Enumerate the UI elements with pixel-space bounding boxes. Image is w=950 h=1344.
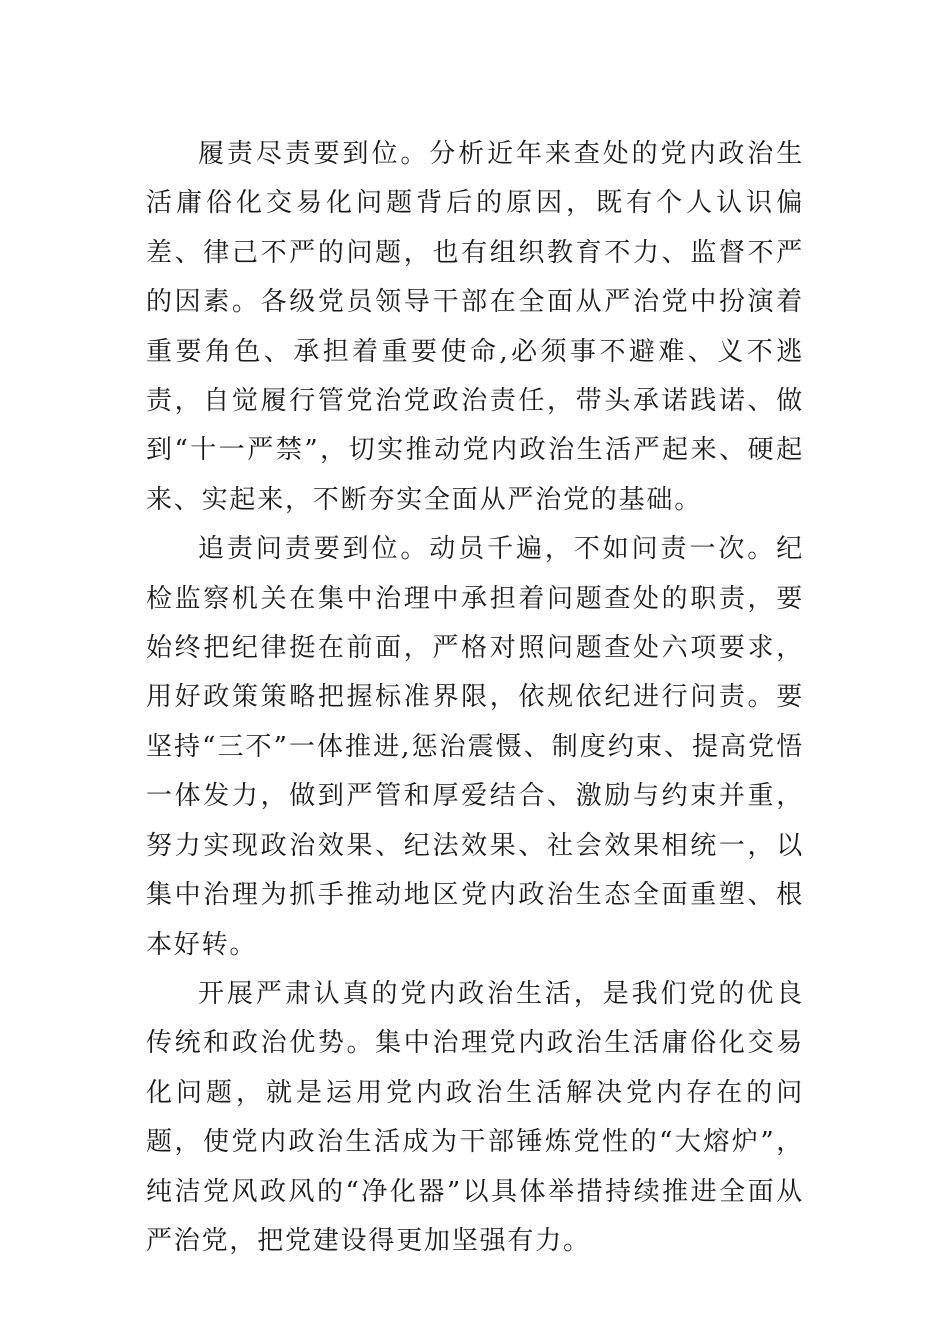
paragraph-political-life: 开展严肃认真的党内政治生活，是我们党的优良传统和政治优势。集中治理党内政治生活庸俗化交易化问题，就是运用党内政治生活解决党内存在的问题，使党内政治生活成为干部锤炼党性的“大熔炉”，纯洁党风政风的“净化器”以具体举措持续推进全面从严治党，把党建设得更加坚强有力。 (146, 978, 804, 1256)
document-body (146, 130, 804, 1266)
paragraph-accountability-duty: 履责尽责要到位。分析近年来查处的党内政治生活庸俗化交易化问题背后的原因，既有个人认识偏差、律己不严的问题，也有组织教育不力、监督不严的因素。各级党员领导干部在全面从严治党中扮演着重要角色、承担着重要使命,必须事不避难、义不逃责，自觉履行管党治党政治责任，带头承诺践诺、做到“十一严禁”，切实推动党内政治生活严起来、硬起来、实起来，不断夯实全面从严治党的基础。 (146, 139, 804, 515)
paragraph-accountability-pursuit: 追责问责要到位。动员千遍，不如问责一次。纪检监察机关在集中治理中承担着问题查处的职责，要始终把纪律挺在前面，严格对照问题查处六项要求，用好政策策略把握标准界限，依规依纪进行问责。要坚持“三不”一体推进,惩治震慑、制度约束、提高党悟一体发力，做到严管和厚爱结合、激励与约束并重，努力实现政治效果、纪法效果、社会效果相统一，以集中治理为抓手推动地区党内政治生态全面重塑、根本好转。 (146, 534, 804, 960)
